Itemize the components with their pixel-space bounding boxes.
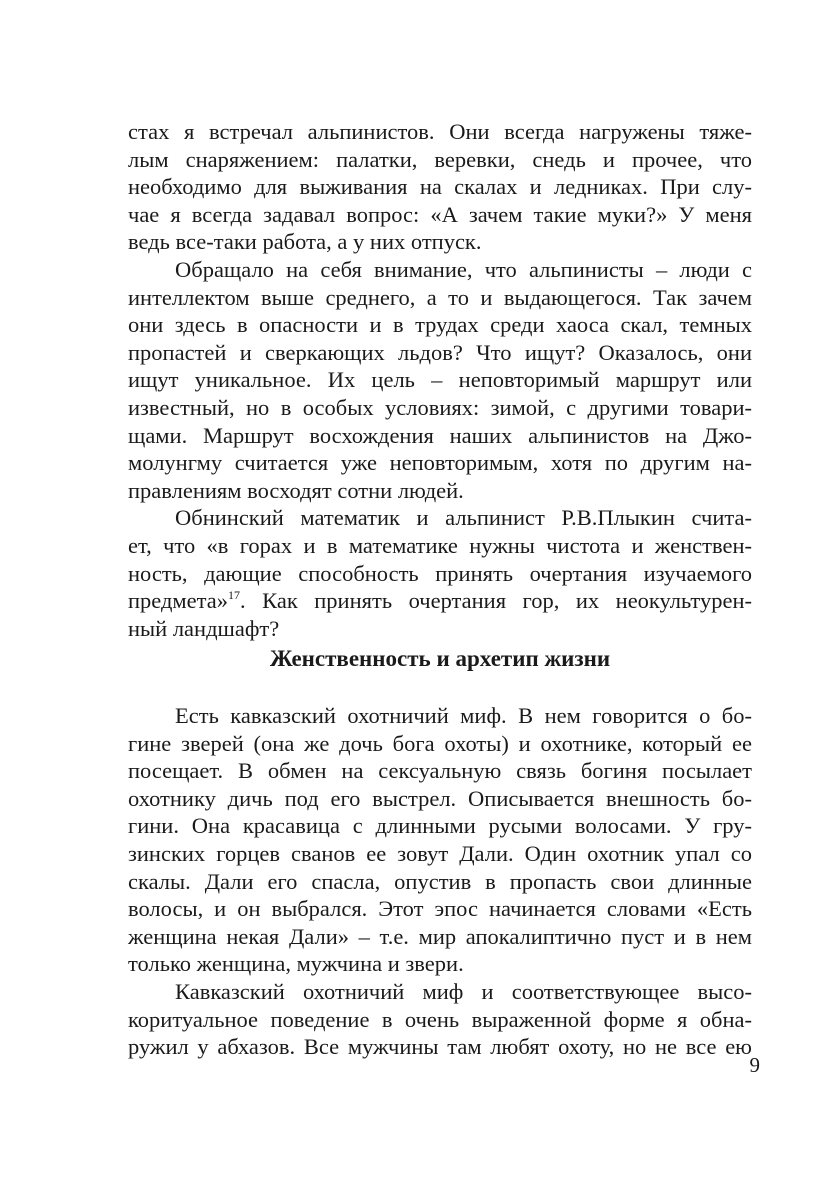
text-line: интеллектом выше среднего, а то и выдающегося. Так зачем [128, 284, 752, 310]
text-line: они здесь в опасности и в трудах среди хаоса скал, темных [128, 312, 752, 338]
text-line: коритуальное поведение в очень выраженной форме я обна- [128, 1006, 752, 1032]
text-line: щами. Маршрут восхождения наших альпинистов на Джо- [128, 422, 752, 448]
text-line: лым снаряжением: палатки, веревки, снедь и прочее, что [128, 146, 752, 172]
text-line: только женщина, мужчина и звери. [128, 951, 464, 977]
text-line: необходимо для выживания на скалах и ледниках. При слу- [128, 174, 752, 200]
text-line: ность, дающие способность принять очертания изучаемого [128, 560, 752, 586]
text-fragment: . Как принять очертания гор, их неокультурен- [240, 588, 752, 614]
text-block-top [128, 118, 752, 642]
paragraph [128, 702, 752, 978]
text-line: Обращало на себя внимание, что альпинисты – люди с [175, 256, 752, 282]
text-line: гини. Она красавица с длинными русыми волосами. У гру- [128, 813, 752, 839]
text-line: женщина некая Дали» – т.е. мир апокалиптично пуст и в нем [128, 923, 752, 949]
text-line: зинских горцев сванов ее зовут Дали. Один охотник упал со [128, 840, 752, 866]
page-number: 9 [749, 1053, 760, 1077]
paragraph [128, 256, 752, 504]
text-line: стах я встречал альпинистов. Они всегда нагружены тяже- [128, 119, 752, 144]
text-line-with-footnote [128, 587, 752, 615]
paragraph [128, 504, 752, 642]
section-heading: Женственность и архетип жизни [269, 646, 611, 671]
paragraph [128, 978, 752, 1061]
text-line: Обнинский математик и альпинист Р.В.Плыкин счита- [175, 505, 752, 531]
text-block-bottom [128, 702, 752, 1061]
text-line: Кавказский охотничий миф и соответствующее высо- [175, 978, 752, 1004]
text-line: охотнику дичь под его выстрел. Описывается внешность бо- [128, 785, 752, 811]
text-line: ведь все-таки работа, а у них отпуск. [128, 229, 482, 255]
text-line: гине зверей (она же дочь бога охоты) и охотнике, который ее [128, 730, 752, 756]
text-line: молунгму считается уже неповторимым, хотя по другим на- [128, 450, 752, 476]
text-line: чае я всегда задавал вопрос: «А зачем такие муки?» У меня [128, 201, 752, 227]
footnote-reference[interactable]: 17 [228, 588, 240, 603]
text-line: волосы, и он выбрался. Этот эпос начинается словами «Есть [128, 896, 752, 922]
text-fragment: предмета» [128, 588, 228, 614]
text-line: скалы. Дали его спасла, опустив в пропасть свои длинные [128, 868, 752, 894]
text-line: пропастей и сверкающих льдов? Что ищут? Оказалось, они [128, 339, 752, 365]
paragraph [128, 118, 752, 256]
text-line: известный, но в особых условиях: зимой, с другими товари- [128, 394, 752, 420]
text-line: посещает. В обмен на сексуальную связь богиня посылает [128, 758, 752, 784]
text-line: ет, что «в горах и в математике нужны чистота и женствен- [128, 532, 752, 558]
text-line: ный ландшафт? [128, 615, 280, 641]
text-line: ищут уникальное. Их цель – неповторимый маршрут или [128, 367, 752, 393]
text-line: ружил у абхазов. Все мужчины там любят охоту, но не все ею [128, 1034, 752, 1060]
text-line: Есть кавказский охотничий миф. В нем говорится о бо- [175, 703, 752, 728]
text-line: правлениям восходят сотни людей. [128, 477, 464, 503]
